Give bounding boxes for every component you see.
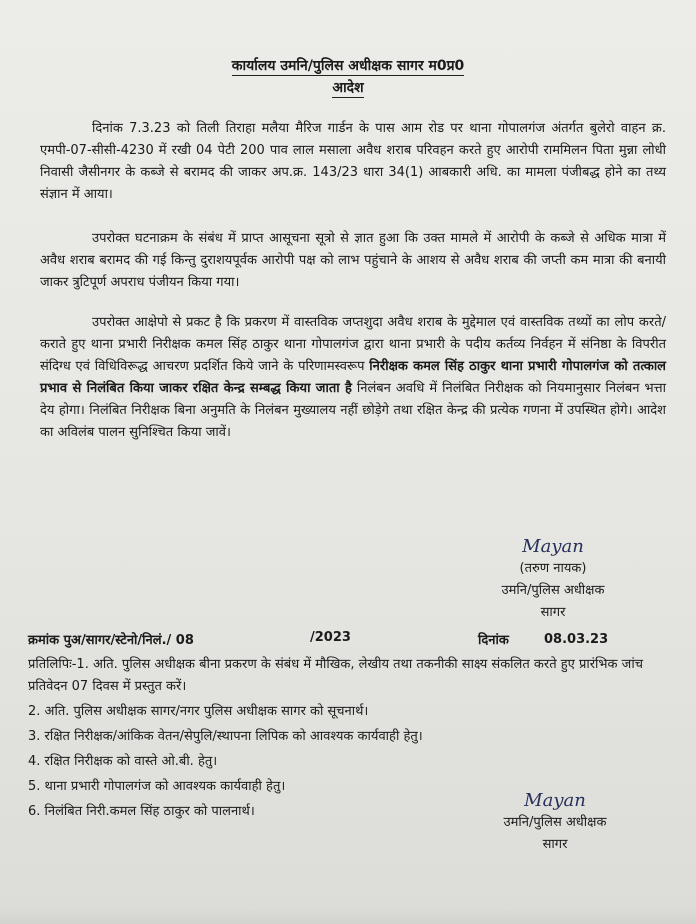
handwritten-signature-2: Mayan [524, 790, 586, 811]
order-number: क्रमांक पुअ/सागर/स्टेनो/निलं./ 08 [28, 633, 194, 648]
signature-block-1 [468, 536, 638, 624]
signatory-designation: उमनि/पुलिस अधीक्षक [501, 583, 605, 598]
copy-item-3: 3. रक्षित निरीक्षक/आंकिक वेतन/सेपुलि/स्थापना लिपिक को आवश्यक कार्यवाही हेतु। [28, 729, 423, 744]
signatory-name: (तरुण नायक) [519, 561, 587, 576]
paragraph-3-end: निलंबन अवधि में निलंबित निरीक्षक को नियमानुसार निलंबन भत्ता देय होगा। निलंबित निरीक्षक बिना अनुमति के निलंबन मुख्यालय नहीं छोड़ेगे तथा रक्षित केन्द्र की प्रत्येक गणना में उपस्थित होगे। आदेश का अविलंब पालन सुनिश्चित किया जावें। [40, 381, 666, 440]
signatory-place-2: सागर [542, 837, 568, 852]
office-heading-text: कार्यालय उमनि/पुलिस अधीक्षक सागर म0प्र0 [231, 58, 465, 74]
handwritten-signature-1: Mayan [522, 536, 584, 557]
signature-block-2 [470, 790, 640, 856]
order-heading [0, 78, 696, 97]
copy-item-6: 6. निलंबित निरी.कमल सिंह ठाकुर को पालनार्थ। [28, 804, 255, 819]
copy-item-4: 4. रक्षित निरीक्षक को वास्ते ओ.बी. हेतु। [28, 754, 218, 769]
signatory-place: सागर [540, 605, 566, 620]
order-year: /2023 [310, 630, 351, 645]
paragraph-3 [40, 312, 666, 444]
signatory-designation-2: उमनि/पुलिस अधीक्षक [503, 815, 607, 830]
paragraph-1-text: दिनांक 7.3.23 को तिली तिराहा मलैया मैरिज गार्डन के पास आम रोड पर थाना गोपालगंज अंतर्गत बुलेरो वाहन क्र. एमपी-07-सीसी-4230 में रखी 04 पेटी 200 पाव लाल मसाला अवैध शराब परिवहन करते हुए आरोपी राममिलन पिता मुन्ना लोधी निवासी जैसीनगर के कब्जे से बरामद की जाकर अप.क्र. 143/23 धारा 34(1) आबकारी अधि. का मामला पंजीबद्ध होने का तथ्य संज्ञान में आया। [40, 121, 666, 202]
paragraph-2-text: उपरोक्त घटनाक्रम के संबंध में प्राप्त आसूचना सूत्रो से ज्ञात हुआ कि उक्त मामले में आरोपी के कब्जे से अधिक मात्रा में अवैध शराब बरामद की गई किन्तु दुराशयपूर्वक आरोपी पक्ष को लाभ पहुंचाने के आशय से अवैध शराब की जप्ती कम मात्रा की बनायी जाकर त्रुटिपूर्ण अपराध पंजीयन किया गया। [40, 231, 666, 290]
office-heading [0, 56, 696, 75]
order-heading-text: आदेश [332, 80, 364, 96]
paragraph-2 [40, 228, 666, 294]
suspension-order-text: निरीक्षक कमल सिंह ठाकुर थाना प्रभारी गोपालगंज को तत्काल प्रभाव से निलंबित किया जाकर रक्षित केन्द्र सम्बद्ध किया जाता है [40, 359, 666, 396]
date-label: दिनांक [478, 633, 509, 648]
copy-item-2: 2. अति. पुलिस अधीक्षक सागर/नगर पुलिस अधीक्षक सागर को सूचनार्थ। [28, 704, 369, 719]
copy-item-1: प्रतिलिपिः-1. अति. पुलिस अधीक्षक बीना प्रकरण के संबंध में मौखिक, लेखीय तथा तकनीकी साक्ष्य संकलित करते हुए प्रारंभिक जांच प्रतिवेदन 07 दिवस में प्रस्तुत करें। [28, 657, 643, 694]
paragraph-3-start: उपरोक्त आक्षेपो से प्रकट है कि प्रकरण में वास्तविक जप्तशुदा अवैध शराब के मुद्देमाल एवं वास्तविक तथ्यों का लोप करते/कराते हुए थाना प्रभारी निरीक्षक कमल सिंह ठाकुर थाना गोपालगंज द्वारा थाना प्रभारी के पदीय कर्तव्य निर्वहन में संनिष्ठा के विपरीत संदिग्ध एवं विधिविरूद्ध आचरण प्रदर्शित किये जाने के परिणामस्वरूप [40, 315, 666, 374]
paragraph-1 [40, 118, 666, 206]
page-shadow [0, 908, 696, 924]
order-date: 08.03.23 [544, 632, 609, 647]
copy-item-5: 5. थाना प्रभारी गोपालगंज को आवश्यक कार्यवाही हेतु। [28, 779, 286, 794]
